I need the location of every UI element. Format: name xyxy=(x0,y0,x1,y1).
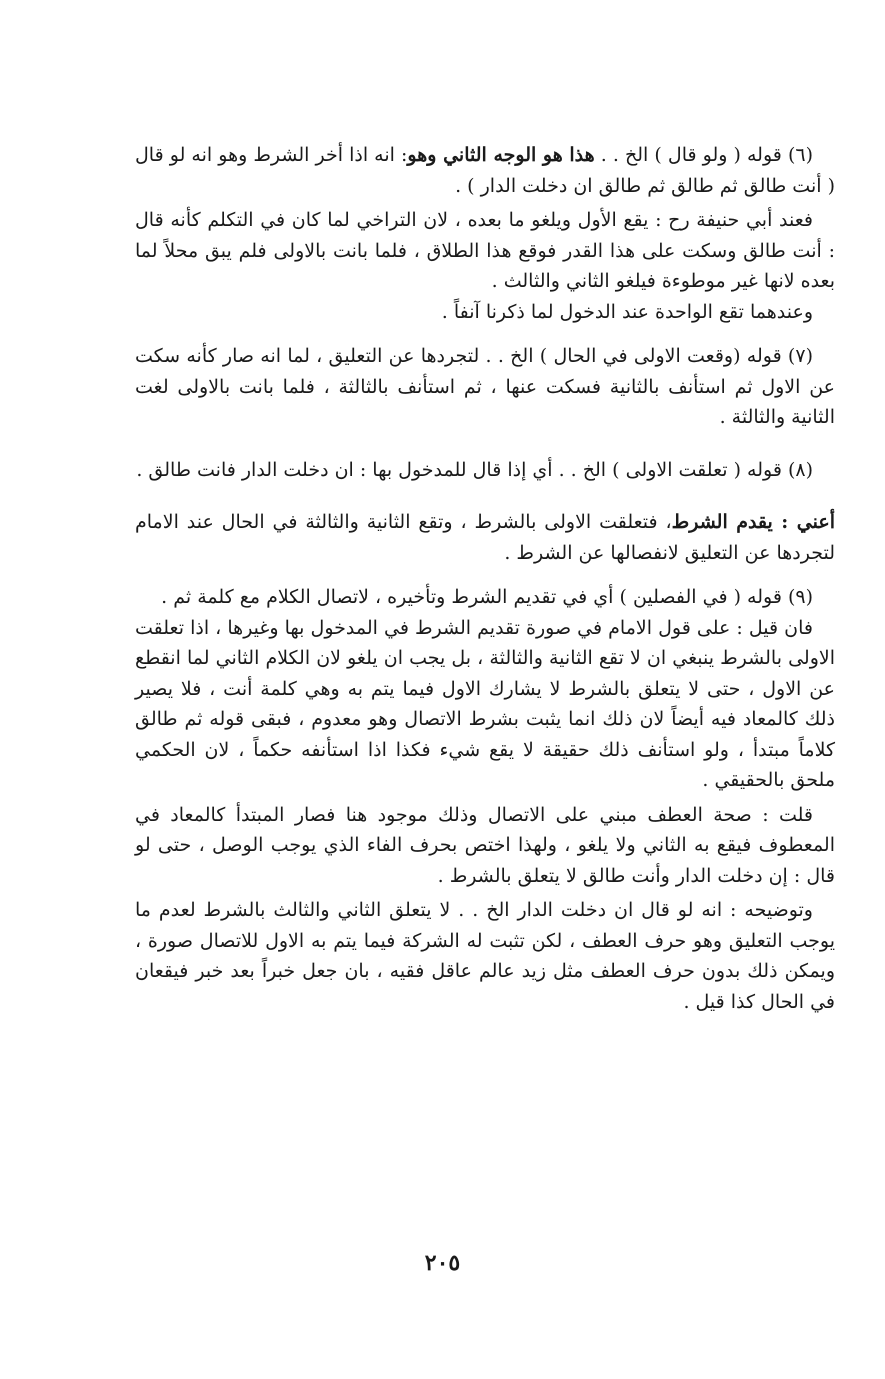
note-6 xyxy=(135,140,835,201)
note-6-bold: هذا هو الوجه الثاني وهو xyxy=(407,144,595,166)
page-number: ٢٠٥ xyxy=(424,1250,461,1276)
paragraph-tawdih: وتوضيحه : انه لو قال ان دخلت الدار الخ . . لا يتعلق الثاني والثالث بالشرط لعدم ما يوجب التعليق وهو حرف العطف ، لكن تثبت له الشركة فيما يتم به الاول للاتصال صورة ، ويمكن ذلك بدون حرف العطف مثل زيد عالم عاقل فقيه ، بان جعل خبراً بعد خبر فيقعان في الحال كذا قيل . xyxy=(135,899,835,1013)
page-body xyxy=(135,140,835,1017)
note-6-intro: (٦) قوله ( ولو قال ) الخ . . xyxy=(594,144,813,166)
note-8: (٨) قوله ( تعلقت الاولى ) الخ . . أي إذا قال للمدخول بها : ان دخلت الدار فانت طالق . xyxy=(136,458,813,481)
note-6-rest: : انه اذا أخر الشرط وهو انه لو قال ( أنت طالق ثم طالق ثم طالق ان دخلت الدار ) . xyxy=(135,144,835,197)
paragraph-ani-bold: أعني : يقدم الشرط xyxy=(671,511,835,533)
paragraph-indahuma: وعندهما تقع الواحدة عند الدخول لما ذكرنا آنفاً . xyxy=(441,300,813,323)
note-7: (٧) قوله (وقعت الاولى في الحال ) الخ . . لتجردها عن التعليق ، لما انه صار كأنه سكت عن الاول ثم استأنف بالثانية فسكت عنها ، ثم استأنف بالثالثة ، فلما بانت بالاولى لغت الثانية والثالثة . xyxy=(135,345,835,428)
paragraph-ani xyxy=(135,507,835,568)
note-9: (٩) قوله ( في الفصلين ) أي في تقديم الشرط وتأخيره ، لاتصال الكلام مع كلمة ثم . xyxy=(161,586,813,608)
paragraph-qultu: قلت : صحة العطف مبني على الاتصال وذلك موجود هنا فصار المبتدأ كالمعاد في المعطوف فيقع به الثاني ولا يلغو ، ولهذا اختص بحرف الفاء الذي يوجب الوصل ، حتى لو قال : إن دخلت الدار وأنت طالق لا يتعلق بالشرط . xyxy=(135,803,835,887)
paragraph-abu-hanifa: فعند أبي حنيفة رح : يقع الأول ويلغو ما بعده ، لان التراخي لما كان في التكلم كأنه قال : أنت طالق وسكت على هذا القدر فوقع هذا الطلاق ، فلما بانت بالاولى فلم يبق محلاً لما بعده لانها غير موطوءة فيلغو الثاني والثالث . xyxy=(135,209,835,292)
paragraph-ani-rest: ، فتعلقت الاولى بالشرط ، وتقع الثانية والثالثة في الحال عند الامام لتجردها عن التعليق لانفصالها عن الشرط . xyxy=(135,511,835,564)
paragraph-fain-qil: فان قيل : على قول الامام في صورة تقديم الشرط في المدخول بها وغيرها ، اذا تعلقت الاولى بالشرط ينبغي ان لا تقع الثانية والثالثة ، بل يجب ان يلغو لان الكلام الثاني لما انقطع عن الاول ، حتى لا يتعلق بالشرط لا يشارك الاول فيما يتم به وهي كلمة أنت ، فلا يصير ذلك كالمعاد فيه أيضاً لان ذلك انما يثبت بشرط الاتصال وهو معدوم ، فبقى قوله ثم طالق كلاماً مبتدأ ، ولو استأنف ذلك حقيقة لا يقع شيء فكذا اذا استأنفه حكماً ، لان الحكمي ملحق بالحقيقي . xyxy=(135,616,835,791)
